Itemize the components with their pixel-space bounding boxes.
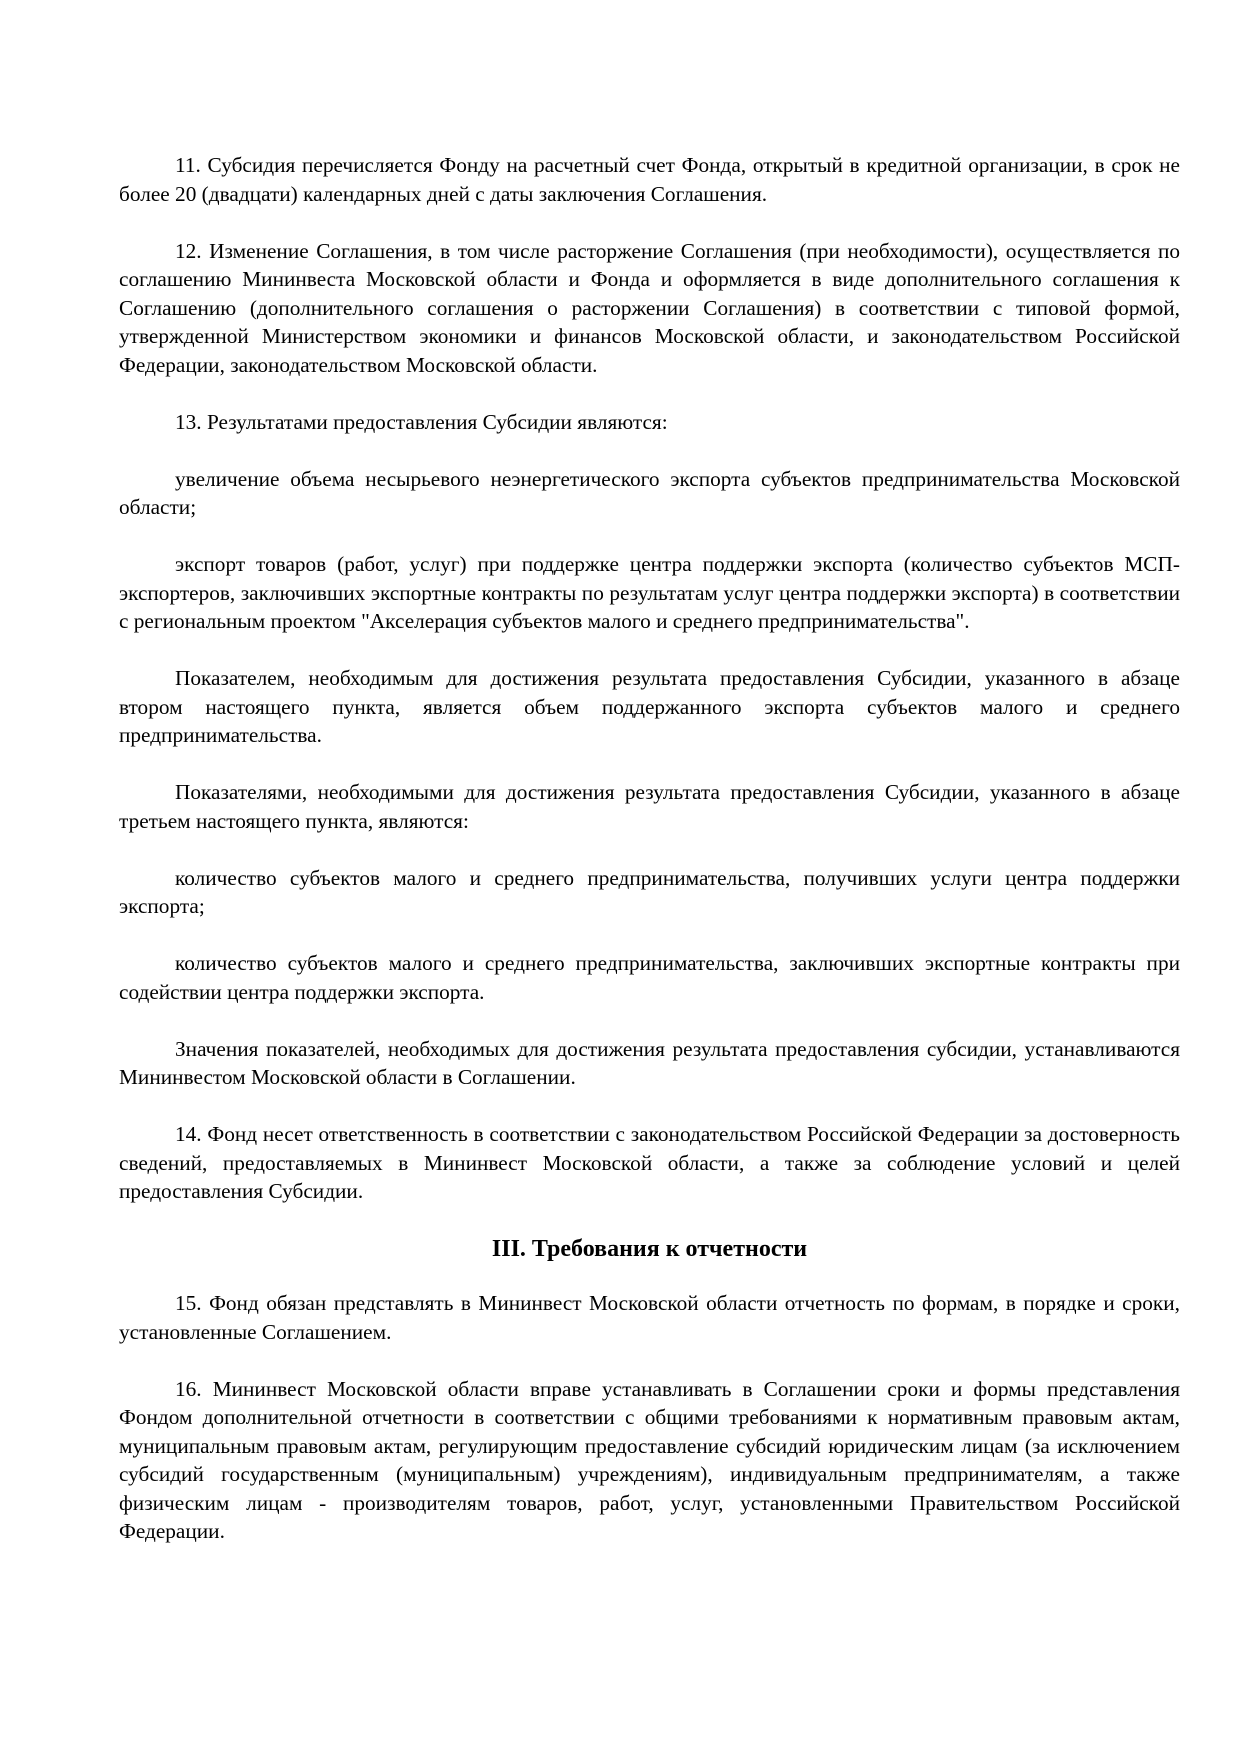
- paragraph-13-indicator-2a: количество субъектов малого и среднего предпринимательства, получивших услуги центра поддержки экспорта;: [119, 865, 1180, 918]
- paragraph-13-values: Значения показателей, необходимых для достижения результата предоставления субсидии, устанавливаются Мининвестом Московской области в Соглашении.: [119, 1036, 1180, 1089]
- paragraph-14: 14. Фонд несет ответственность в соответствии с законодательством Российской Федерации за достоверность сведений, предоставляемых в Мининвест Московской области, а также за соблюдение условий и целей предоставления Субсидии.: [119, 1122, 1180, 1203]
- paragraph-13-indicators-2: Показателями, необходимыми для достижения результата предоставления Субсидии, указанного в абзаце третьем настоящего пункта, являются:: [119, 780, 1180, 833]
- paragraph-13-result-2: экспорт товаров (работ, услуг) при поддержке центра поддержки экспорта (количество субъектов МСП-экспортеров, заключивших экспортные контракты по результатам услуг центра поддержки экспорта) в соответствии с региональным проектом "Акселерация субъектов малого и среднего предпринимательства".: [119, 552, 1180, 633]
- paragraph-16: 16. Мининвест Московской области вправе устанавливать в Соглашении сроки и формы представления Фондом дополнительной отчетности в соответствии с общими требованиями к нормативным правовым актам, муниципальным правовым актам, регулирующим предоставление субсидий юридическим лицам (за исключением субсидий государственным (муниципальным) учреждениям), индивидуальным предпринимателям, а также физическим лицам - производителям товаров, работ, услуг, установленными Правительством Российской Федерации.: [119, 1376, 1180, 1543]
- paragraph-13: 13. Результатами предоставления Субсидии являются:: [175, 409, 668, 434]
- paragraph-13-result-1: увеличение объема несырьевого неэнергетического экспорта субъектов предпринимательства Московской области;: [119, 466, 1180, 519]
- paragraph-13-indicator-1: Показателем, необходимым для достижения результата предоставления Субсидии, указанного в абзаце втором настоящего пункта, является объем поддержанного экспорта субъектов малого и среднего предпринимательства.: [119, 666, 1180, 747]
- paragraph-15: 15. Фонд обязан представлять в Мининвест Московской области отчетность по формам, в порядке и сроки, установленные Соглашением.: [119, 1291, 1180, 1344]
- section-heading: III. Требования к отчетности: [491, 1236, 808, 1262]
- paragraph-11: 11. Субсидия перечисляется Фонду на расчетный счет Фонда, открытый в кредитной организации, в срок не более 20 (двадцати) календарных дней с даты заключения Соглашения.: [119, 153, 1180, 206]
- paragraph-12: 12. Изменение Соглашения, в том числе расторжение Соглашения (при необходимости), осуществляется по соглашению Мининвеста Московской области и Фонда и оформляется в виде дополнительного соглашения к Соглашению (дополнительного соглашения о расторжении Соглашения) в соответствии с типовой формой, утвержденной Министерством экономики и финансов Московской области, и законодательством Российской Федерации, законодательством Московской области.: [119, 238, 1180, 377]
- paragraph-13-indicator-2b: количество субъектов малого и среднего предпринимательства, заключивших экспортные контракты при содействии центра поддержки экспорта.: [119, 951, 1180, 1004]
